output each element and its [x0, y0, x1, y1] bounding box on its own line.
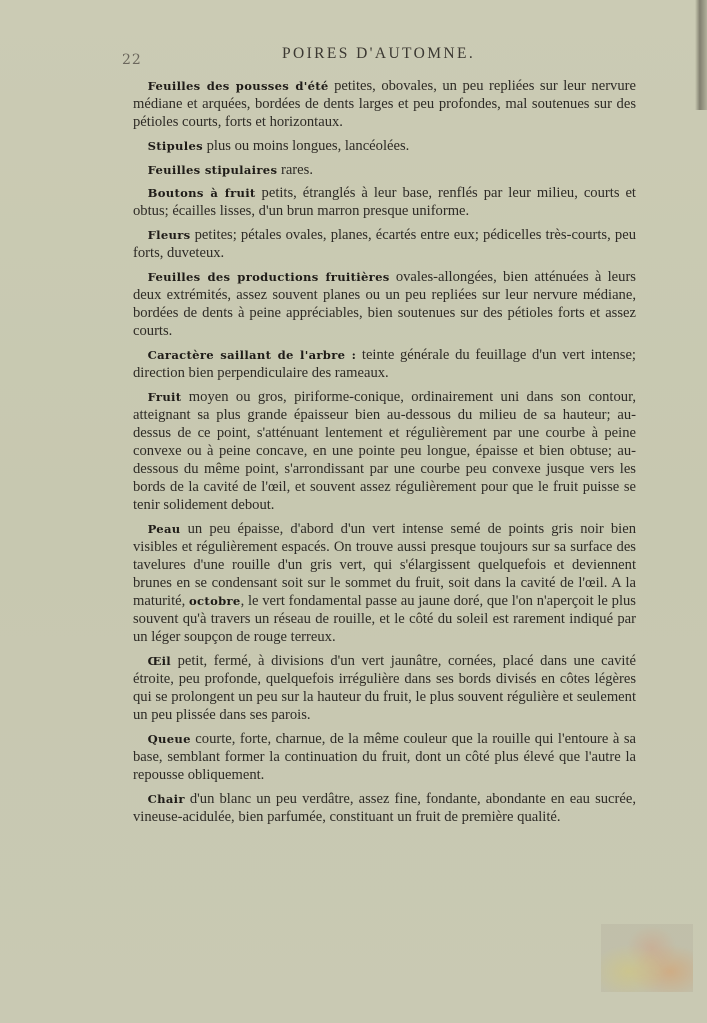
- paragraph-feuilles-pousses: [133, 77, 636, 131]
- paragraph-lead: Boutons à fruit: [147, 186, 256, 201]
- paragraph-queue: [133, 730, 636, 784]
- paragraph-fleurs: [133, 226, 636, 262]
- paragraph-chair: [133, 790, 636, 826]
- paragraph-lead: Fruit: [147, 389, 182, 404]
- paragraph-fruit: [133, 388, 636, 515]
- paragraph-text: petites; pétales ovales, planes, écartés entre eux; pédicelles très-courts, peu forts, duveteux.: [133, 227, 636, 262]
- paragraph-text-continued: , le vert fondamental passe au jaune doré, que l'on n'aperçoit le plus souvent qu'à travers un réseau de rouille, et le côté du soleil est rarement indiqué par un léger soupçon de rouge terreux.: [133, 593, 636, 646]
- faded-fruit-watermark-image: [601, 924, 693, 992]
- paragraph-text: un peu épaisse, d'abord d'un vert intense semé de points gris noir bien visibles et régulièrement espacés. On trouve aussi presque toujours sur sa surface des tavelures d'une rouille d'un gris vert, qui s'élargissent quelquefois et deviennent brunes en se condensant soit sur le sommet du fruit, soit dans la cavité de l'œil. A la maturité,: [133, 520, 636, 610]
- paragraph-lead: Fleurs: [147, 228, 191, 243]
- paragraph-oeil: [133, 652, 636, 724]
- paragraph-text: moyen ou gros, piriforme-conique, ordinairement uni dans son contour, atteignant sa plus grande épaisseur bien au-dessous du milieu de sa hauteur; au-dessus de ce point, s'atténuant lentement et régulièrement par une courbe à peine convexe ou à peine concave, en une pointe peu longue, épaisse et bien obtuse; au-dessous du même point, s'arrondissant par une courbe peu convexe jusque vers les bords de la cavité de l'œil, et souvent assez régulièrement pour que le fruit puisse se tenir solidement debout.: [133, 388, 636, 514]
- page-edge-shadow: [695, 0, 707, 110]
- paragraph-text: petites, obovales, un peu repliées sur leur nervure médiane et arquées, bordées de dents larges et peu profondes, mal soutenues sur des pétioles courts, forts et horizontaux.: [133, 78, 636, 131]
- paragraph-text: teinte générale du feuillage d'un vert intense; direction bien perpendiculaire des rameaux.: [133, 346, 636, 381]
- paragraph-lead: Feuilles des productions fruitières: [147, 269, 390, 284]
- paragraph-feuilles-productions: [133, 268, 636, 340]
- paragraph-lead: Feuilles des pousses d'été: [147, 79, 329, 93]
- paragraph-boutons: [133, 184, 636, 220]
- paragraph-lead: Œil: [147, 654, 171, 669]
- paragraph-feuilles-stipulaires: [133, 161, 636, 179]
- paragraph-lead: Peau: [147, 521, 181, 536]
- paragraph-text: rares.: [277, 161, 313, 178]
- paragraph-lead: Caractère saillant de l'arbre :: [147, 347, 357, 362]
- paragraph-lead: Stipules: [147, 138, 203, 153]
- paragraph-lead: Feuilles stipulaires: [147, 162, 278, 177]
- paragraph-text: d'un blanc un peu verdâtre, assez fine, fondante, abondante en eau sucrée, vineuse-acidulée, bien parfumée, constituant un fruit de première qualité.: [133, 790, 636, 825]
- paragraph-caractere: [133, 346, 636, 382]
- page-number: 22: [122, 52, 142, 68]
- paragraph-peau: [133, 520, 636, 647]
- paragraph-text: ovales-allongées, bien atténuées à leurs deux extrémités, assez souvent planes ou un peu repliées sur leur nervure médiane, bordées de dents à peine appréciables, bien soutenues sur des pétioles forts et assez courts.: [133, 268, 636, 340]
- paragraph-text: petit, fermé, à divisions d'un vert jaunâtre, cornées, placé dans une cavité étroite, peu profonde, quelquefois irrégulière dans ses bords divisés en côtes légères qui se prolongent un peu sur la hauteur du fruit, le plus souvent régulière et seulement un peu plissée dans ses parois.: [133, 653, 636, 724]
- paragraph-text: petits, étranglés à leur base, renflés par leur milieu, courts et obtus; écailles lisses, d'un brun marron presque uniforme.: [133, 185, 636, 220]
- paragraph-lead: Chair: [147, 791, 185, 806]
- running-title: POIRES D'AUTOMNE.: [282, 45, 476, 62]
- maturity-month: octobre: [189, 594, 241, 609]
- paragraph-stipules: [133, 137, 636, 155]
- paragraph-lead: Queue: [147, 732, 191, 747]
- body-text: [133, 77, 636, 832]
- paragraph-text: courte, forte, charnue, de la même couleur que la rouille qui l'entoure à sa base, semblant former la continuation du fruit, dont un côté plus élevé que l'autre la repousse obliquement.: [133, 731, 636, 784]
- paragraph-text: plus ou moins longues, lancéolées.: [202, 137, 410, 154]
